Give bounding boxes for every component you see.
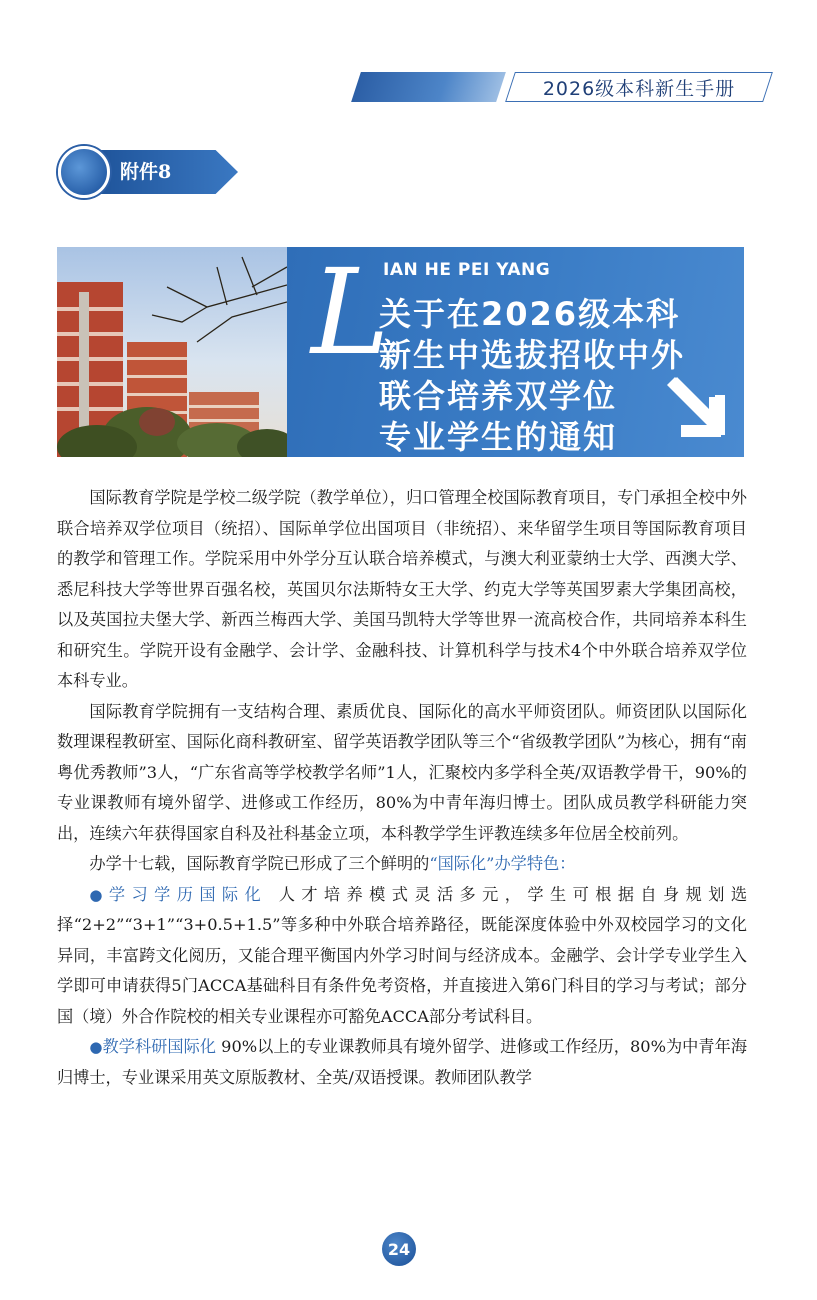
feature-1-title: 学习学历国际化 <box>108 884 268 904</box>
banner-initial-letter: L <box>311 247 390 381</box>
banner-title-line-4: 专业学生的通知 <box>379 418 618 456</box>
badge-label: 附件8 <box>120 161 172 183</box>
campus-illustration <box>57 247 287 457</box>
feature-1-text: 人才培养模式灵活多元，学生可根据自身规划选择“2+2”“3+1”“3+0.5+1.5”等多种中外联合培养路径，既能深度体验中外双校园学习的文化异同，丰富跨文化阅历，又能合理平衡国内外学习时间与经济成本。金融学、会计学专业学生入学即可申请获得5门ACCA基础科目有条件免考资格，并直接进入第6门科目的学习与考试；部分国（境）外合作院校的相关专业课程亦可豁免ACCA部分考试科目。 <box>57 884 748 1026</box>
banner-title-line-1: 关于在2026级本科 <box>379 295 681 333</box>
title-banner <box>57 247 744 457</box>
feature-study-international <box>57 880 747 1033</box>
banner-title-line-2: 新生中选拔招收中外 <box>379 336 686 374</box>
features-intro-text: 办学十七载，国际教育学院已形成了三个鲜明的 <box>89 854 430 873</box>
campus-photo <box>57 247 287 457</box>
feature-teaching-international <box>57 1032 747 1093</box>
paragraph-intro: 国际教育学院是学校二级学院（教学单位），归口管理全校国际教育项目，专门承担全校中外联合培养双学位项目（统招）、国际单学位出国项目（非统招）、来华留学生项目等国际教育项目的教学和管理工作。学院采用中外学分互认联合培养模式，与澳大利亚蒙纳士大学、西澳大学、悉尼科技大学等世界百强名校，英国贝尔法斯特女王大学、约克大学等英国罗素大学集团高校，以及英国拉夫堡大学、新西兰梅西大学、美国马凯特大学等世界一流高校合作，共同培养本科生和研究生。学院开设有金融学、会计学、金融科技、计算机科学与技术4个中外联合培养双学位本科专业。 <box>57 488 747 690</box>
banner-title-line-3: 联合培养双学位 <box>379 377 618 415</box>
feature-2-title: 教学科研国际化 <box>102 1037 216 1056</box>
attachment-badge <box>58 146 198 198</box>
paragraph-faculty: 国际教育学院拥有一支结构合理、素质优良、国际化的高水平师资团队。师资团队以国际化数理课程教研室、国际化商科教研室、留学英语教学团队等三个“省级教学团队”为核心，拥有“南粤优秀教师”3人，“广东省高等学校教学名师”1人，汇聚校内多学科全英/双语教学骨干，90%的专业课教师有境外留学、进修或工作经历，80%为中青年海归博士。团队成员教学科研能力突出，连续六年获得国家自科及社科基金立项，本科教学学生评教连续多年位居全校前列。 <box>57 701 747 843</box>
banner-pinyin-tagline: IAN HE PEI YANG <box>383 260 551 280</box>
header-accent-bar <box>351 72 506 102</box>
arrow-down-right-icon <box>661 371 733 443</box>
feature-2-text: 90%以上的专业课教师具有境外留学、进修或工作经历，80%为中青年海归博士，专业课采用英文原版教材、全英/双语授课。教师团队教学 <box>57 1037 748 1087</box>
bullet-dot-icon: ● <box>89 1038 103 1056</box>
paragraph-features-intro <box>57 849 747 880</box>
page-header <box>0 70 817 104</box>
header-title: 2026级本科新生手册 <box>542 77 736 100</box>
badge-circle-icon <box>58 146 110 198</box>
features-intro-highlight: “国际化”办学特色： <box>429 854 576 873</box>
bullet-dot-icon: ● <box>89 885 109 904</box>
page-number: 24 <box>382 1232 416 1266</box>
article-body <box>57 483 747 1093</box>
